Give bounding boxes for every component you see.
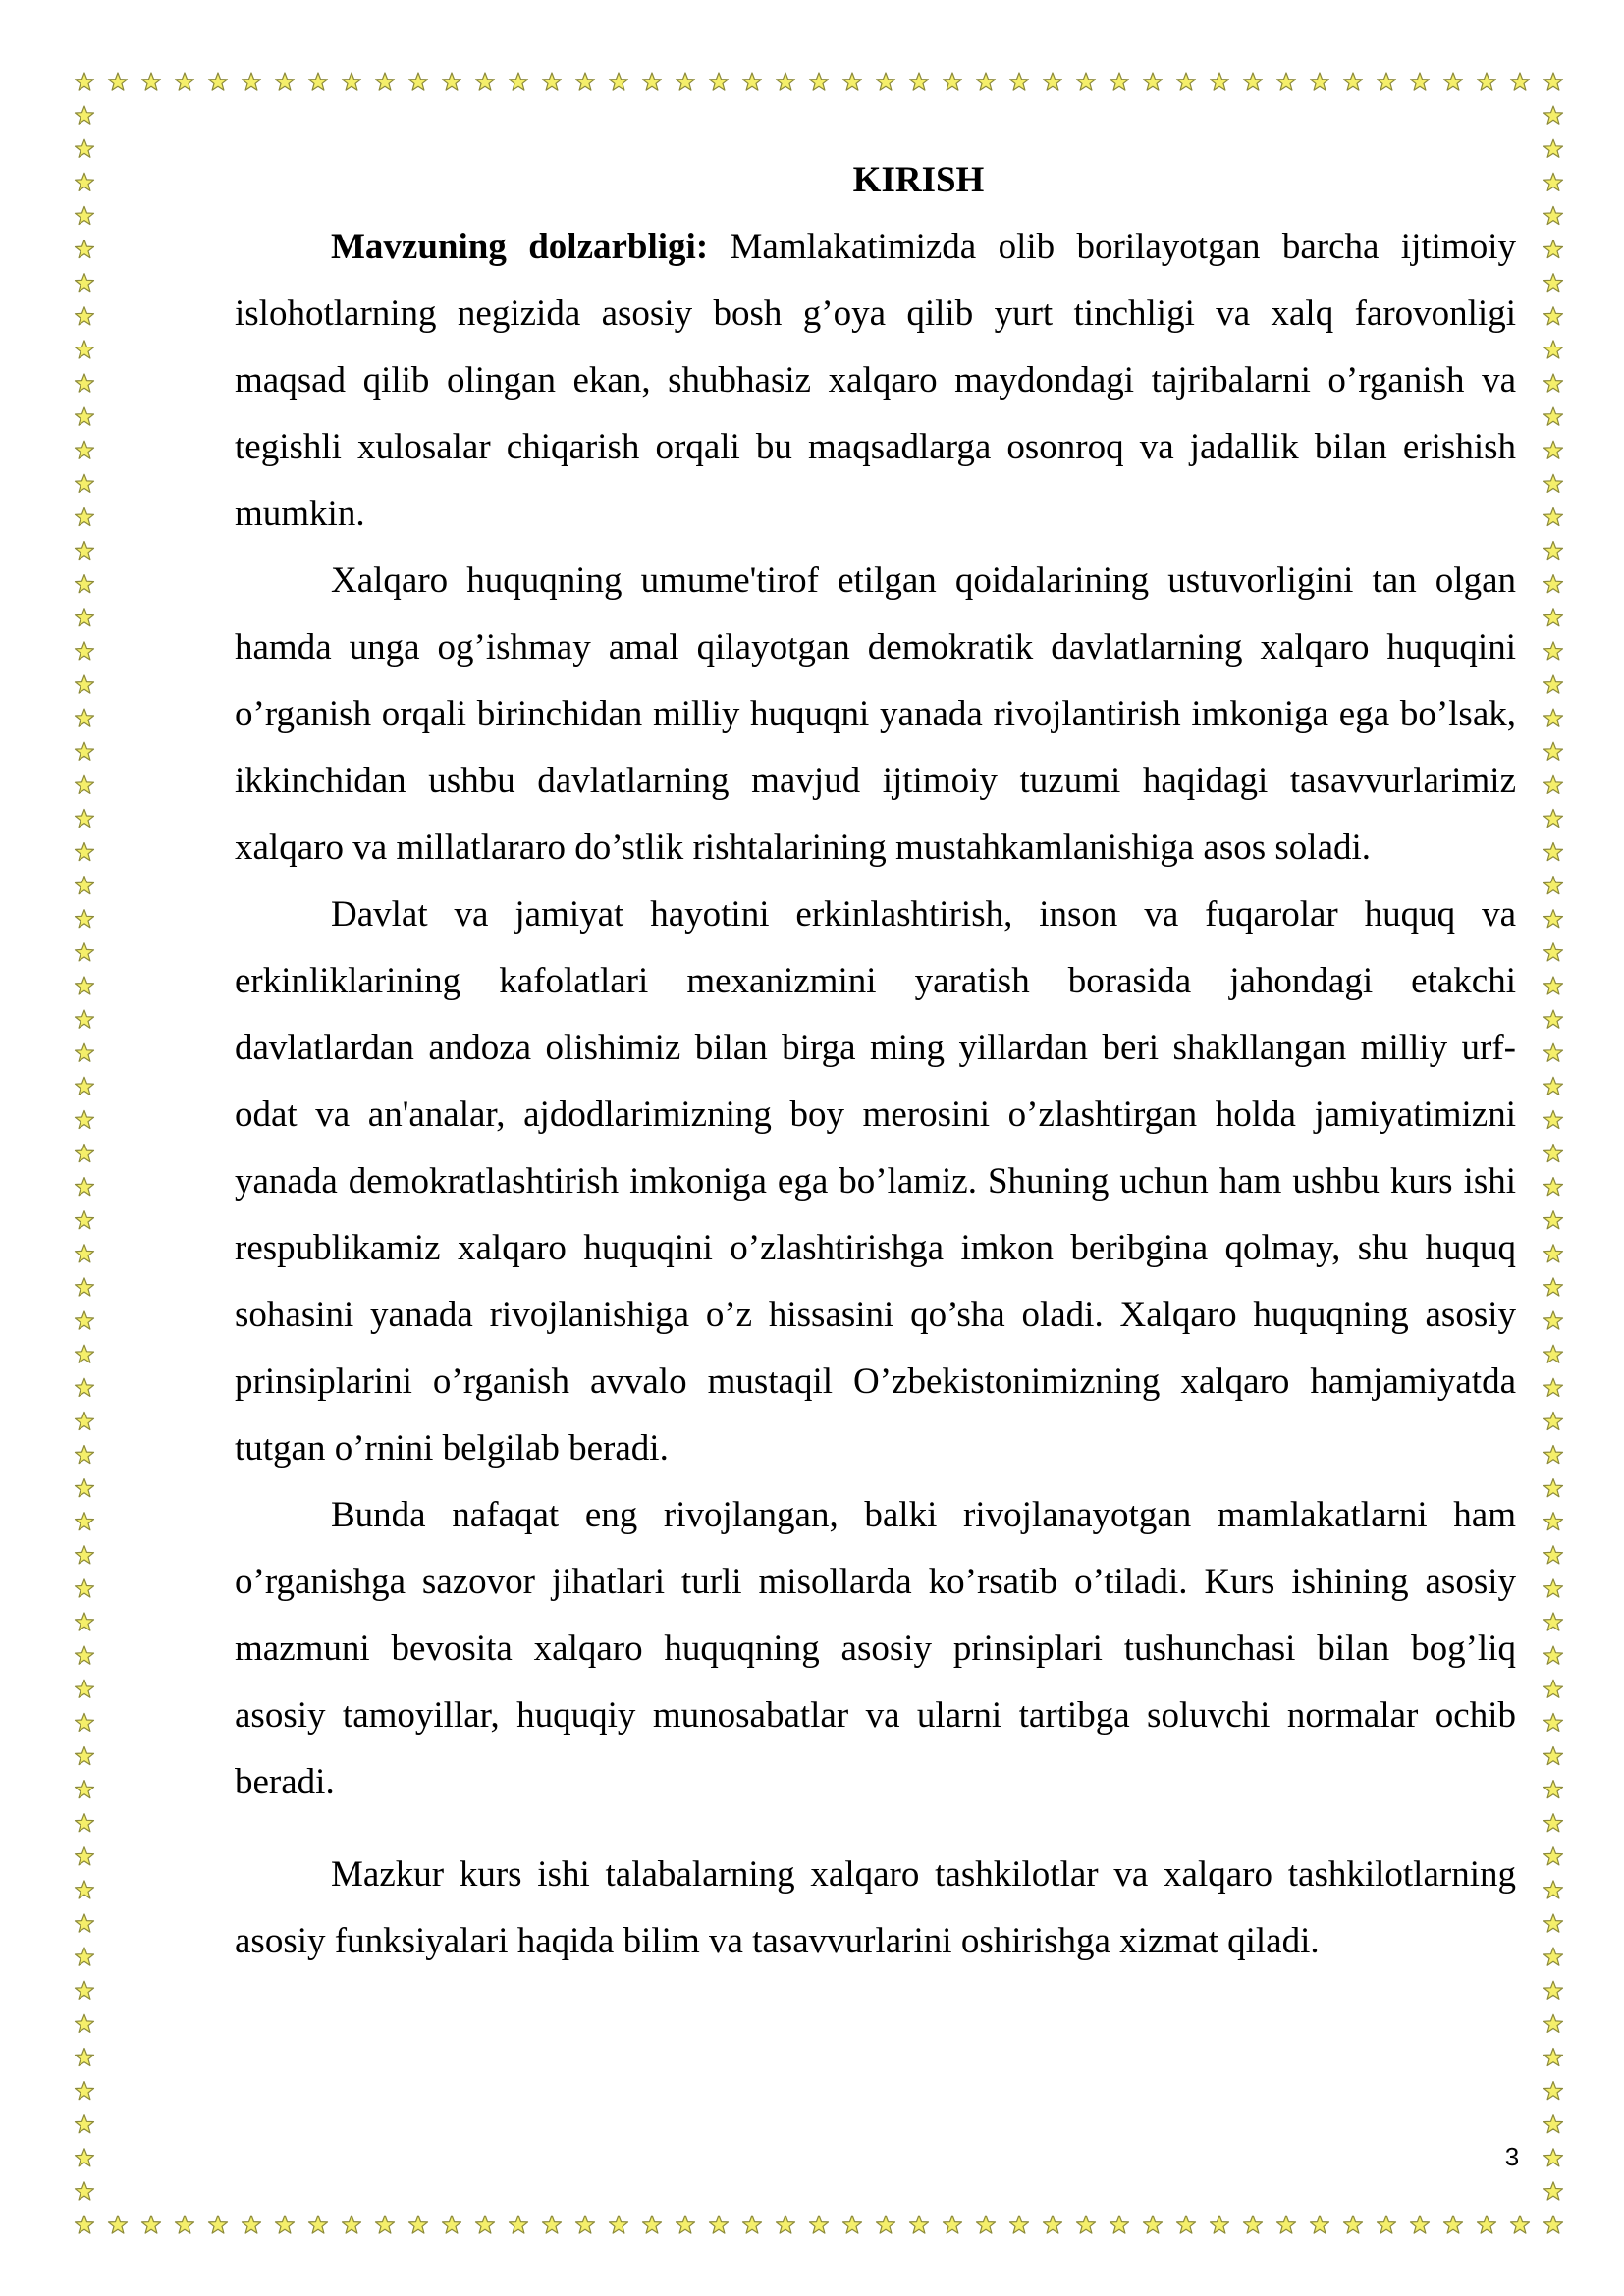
star-icon: [1544, 341, 1563, 358]
star-icon: [209, 2216, 228, 2233]
star-icon: [1544, 575, 1563, 593]
star-icon: [443, 73, 461, 90]
star-icon: [643, 73, 662, 90]
star-icon: [576, 2216, 595, 2233]
star-icon: [76, 910, 94, 928]
page-number: 3: [1504, 2142, 1520, 2171]
paragraph-text: Mazkur kurs ishi talabalarning xalqaro tashkilotlar va xalqaro tashkilotlarning asosiy funksiyalari haqida bilim va tasavvurlarini oshirishga xizmat qiladi.: [235, 1854, 1516, 1961]
star-icon: [1077, 2216, 1096, 2233]
star-icon: [76, 206, 94, 224]
star-icon: [76, 1412, 94, 1429]
star-icon: [643, 2216, 662, 2233]
star-icon: [142, 73, 161, 90]
star-icon: [76, 1513, 94, 1530]
star-icon: [1144, 2216, 1163, 2233]
star-icon: [76, 742, 94, 760]
star-icon: [1544, 173, 1563, 190]
star-icon: [76, 341, 94, 358]
star-icon: [1244, 2216, 1263, 2233]
star-icon: [944, 2216, 962, 2233]
star-icon: [1544, 1145, 1563, 1162]
star-icon: [76, 1814, 94, 1832]
star-icon: [1010, 2216, 1029, 2233]
star-icon: [1544, 1613, 1563, 1630]
star-icon: [443, 2216, 461, 2233]
star-icon: [1544, 977, 1563, 994]
star-icon: [1544, 1981, 1563, 1999]
star-icon: [1544, 542, 1563, 560]
star-icon: [877, 2216, 895, 2233]
star-icon: [343, 73, 361, 90]
star-icon: [76, 1479, 94, 1497]
star-icon: [76, 73, 94, 90]
star-icon: [1511, 2216, 1530, 2233]
paragraph-text: Bunda nafaqat eng rivojlangan, balki rivojlanayotgan mamlakatlarni ham o’rganishga sazovor jihatlari turli misollarda ko’rsatib o’tiladi. Kurs ishining asosiy mazmuni bevosita xalqaro huquqning asosiy prinsiplari tushunchasi bilan bog’liq asosiy tamoyillar, huquqiy munosabatlar va ularni tartibga soluvchi normalar ochib beradi.: [235, 1495, 1516, 1802]
star-icon: [1544, 1311, 1563, 1329]
star-icon: [1544, 2182, 1563, 2200]
star-icon: [76, 1245, 94, 1262]
star-icon: [76, 1278, 94, 1296]
star-icon: [1544, 709, 1563, 726]
star-icon: [743, 2216, 762, 2233]
paragraph-text: Davlat va jamiyat hayotini erkinlashtirish, inson va fuqarolar huquq va erkinliklarining kafolatlari mexanizmini yaratish borasida jahondagi etakchi davlatlardan andoza olishimiz bilan birga ming yillardan beri shakllangan milliy urf-odat va an'analar, ajdodlarimizning boy merosini o’zlashtirgan holda jamiyatimizni yanada demokratlashtirish imkoniga ega bo’lamiz. Shuning uchun ham ushbu kurs ishi respublikamiz xalqaro huquqini o’zlashtirishga imkon beribgina qolmay, shu huquq sohasini yanada rivojlanishiga o’z hissasini qo’sha oladi. Xalqaro huquqning asosiy prinsiplarini o’rganish avvalo mustaqil O’zbekistonimizning xalqaro hamjamiyatda tutgan o’rnini belgilab beradi.: [235, 894, 1516, 1468]
star-icon: [76, 809, 94, 827]
star-icon: [76, 2182, 94, 2200]
star-icon: [76, 1613, 94, 1630]
star-icon: [76, 173, 94, 190]
star-icon: [1544, 1914, 1563, 1932]
star-icon: [1177, 2216, 1196, 2233]
star-icon: [1544, 1446, 1563, 1464]
star-icon: [1544, 1948, 1563, 1965]
star-icon: [76, 709, 94, 726]
star-icon: [1544, 742, 1563, 760]
star-icon: [409, 73, 428, 90]
star-icon: [276, 2216, 295, 2233]
star-icon: [1077, 73, 1096, 90]
star-icon: [510, 73, 528, 90]
star-icon: [1544, 1211, 1563, 1229]
star-icon: [1544, 1579, 1563, 1597]
star-icon: [76, 1211, 94, 1229]
star-icon: [1544, 2115, 1563, 2133]
star-icon: [1478, 73, 1496, 90]
star-icon: [1378, 2216, 1396, 2233]
star-icon: [1544, 307, 1563, 325]
star-icon: [76, 775, 94, 793]
star-icon: [376, 2216, 395, 2233]
star-icon: [1211, 73, 1229, 90]
star-icon: [243, 2216, 261, 2233]
paragraph-course-content: [235, 1482, 1516, 1816]
star-icon: [343, 2216, 361, 2233]
star-icon: [1544, 206, 1563, 224]
star-icon: [1544, 374, 1563, 392]
star-icon: [276, 73, 295, 90]
star-icon: [1544, 1747, 1563, 1765]
star-icon: [1544, 240, 1563, 258]
star-icon: [76, 2115, 94, 2133]
star-icon: [76, 1446, 94, 1464]
star-icon: [1544, 1713, 1563, 1731]
star-icon: [1544, 1546, 1563, 1564]
star-icon: [76, 106, 94, 124]
star-icon: [76, 374, 94, 392]
star-icon: [1544, 1345, 1563, 1362]
star-icon: [76, 1043, 94, 1061]
star-icon: [76, 1713, 94, 1731]
star-icon: [76, 1981, 94, 1999]
star-icon: [376, 73, 395, 90]
star-icon: [810, 2216, 829, 2233]
star-icon: [109, 2216, 128, 2233]
star-icon: [710, 73, 729, 90]
star-icon: [1411, 2216, 1430, 2233]
star-icon: [76, 1311, 94, 1329]
star-icon: [1544, 609, 1563, 626]
star-icon: [1544, 2049, 1563, 2066]
star-icon: [76, 1579, 94, 1597]
star-icon: [76, 977, 94, 994]
paragraph-democratization: [235, 881, 1516, 1482]
star-icon: [1544, 1043, 1563, 1061]
star-icon: [1478, 2216, 1496, 2233]
star-icon: [1544, 675, 1563, 693]
star-icon: [1044, 73, 1062, 90]
star-icon: [142, 2216, 161, 2233]
star-icon: [109, 73, 128, 90]
star-icon: [76, 675, 94, 693]
star-icon: [1544, 1278, 1563, 1296]
star-icon: [1511, 73, 1530, 90]
star-icon: [1544, 1513, 1563, 1530]
star-icon: [1444, 2216, 1463, 2233]
star-icon: [810, 73, 829, 90]
star-icon: [1544, 2082, 1563, 2100]
star-icon: [1544, 274, 1563, 292]
star-icon: [576, 73, 595, 90]
star-icon: [1110, 73, 1129, 90]
star-icon: [76, 943, 94, 961]
star-icon: [176, 73, 194, 90]
star-icon: [76, 1010, 94, 1028]
star-icon: [610, 2216, 628, 2233]
star-icon: [1277, 2216, 1296, 2233]
star-icon: [76, 441, 94, 458]
star-icon: [1378, 73, 1396, 90]
star-icon: [1544, 73, 1563, 90]
star-icon: [76, 1345, 94, 1362]
star-icon: [76, 1077, 94, 1095]
page-body: [235, 147, 1516, 1975]
star-icon: [677, 73, 695, 90]
star-icon: [76, 407, 94, 425]
star-icon: [76, 2149, 94, 2166]
star-icon: [944, 73, 962, 90]
star-icon: [243, 73, 261, 90]
star-icon: [1544, 139, 1563, 157]
star-icon: [910, 73, 929, 90]
star-icon: [1544, 1781, 1563, 1798]
star-icon: [1110, 2216, 1129, 2233]
star-icon: [843, 2216, 862, 2233]
star-icon: [1544, 943, 1563, 961]
star-icon: [76, 240, 94, 258]
star-icon: [510, 2216, 528, 2233]
paragraph-course-purpose: [235, 1842, 1516, 1975]
star-icon: [910, 2216, 929, 2233]
star-icon: [1544, 775, 1563, 793]
star-icon: [1544, 642, 1563, 660]
star-icon: [76, 1914, 94, 1932]
paragraph-lead-bold: Mavzuning dolzarbligi:: [331, 227, 709, 267]
star-icon: [1311, 2216, 1329, 2233]
star-icon: [1544, 1847, 1563, 1865]
star-icon: [76, 1110, 94, 1128]
star-icon: [777, 73, 795, 90]
star-icon: [209, 73, 228, 90]
star-icon: [1411, 73, 1430, 90]
star-icon: [76, 1546, 94, 1564]
star-icon: [76, 1178, 94, 1196]
star-icon: [76, 1680, 94, 1697]
star-icon: [977, 2216, 996, 2233]
star-icon: [1544, 2014, 1563, 2032]
star-icon: [76, 1781, 94, 1798]
star-icon: [1277, 73, 1296, 90]
star-icon: [309, 73, 328, 90]
star-icon: [777, 2216, 795, 2233]
star-icon: [710, 2216, 729, 2233]
star-icon: [1544, 106, 1563, 124]
star-icon: [1544, 1412, 1563, 1429]
star-icon: [76, 307, 94, 325]
star-icon: [76, 642, 94, 660]
star-icon: [1544, 2149, 1563, 2166]
paragraph-relevance: [235, 214, 1516, 548]
star-icon: [1544, 809, 1563, 827]
star-icon: [1544, 507, 1563, 525]
star-icon: [76, 2014, 94, 2032]
star-icon: [1444, 73, 1463, 90]
page-title: KIRISH: [852, 160, 985, 200]
star-icon: [476, 73, 495, 90]
star-icon: [76, 1847, 94, 1865]
star-icon: [843, 73, 862, 90]
star-icon: [76, 877, 94, 894]
star-icon: [1544, 910, 1563, 928]
star-icon: [743, 73, 762, 90]
star-icon: [1344, 73, 1363, 90]
star-icon: [76, 2049, 94, 2066]
star-icon: [76, 2216, 94, 2233]
star-icon: [409, 2216, 428, 2233]
star-icon: [677, 2216, 695, 2233]
star-icon: [1010, 73, 1029, 90]
star-icon: [76, 1747, 94, 1765]
star-icon: [176, 2216, 194, 2233]
star-icon: [1544, 1881, 1563, 1898]
star-icon: [1544, 1680, 1563, 1697]
star-icon: [610, 73, 628, 90]
star-icon: [1177, 73, 1196, 90]
star-icon: [977, 73, 996, 90]
paragraph-text: Mamlakatimizda olib borilayotgan barcha ijtimoiy islohotlarning negizida asosiy bosh g’oya qilib yurt tinchligi va xalq farovonligi maqsad qilib olingan ekan, shubhasiz xalqaro maydondagi tajribalarni o’rganish va tegishli xulosalar chiqarish orqali bu maqsadlarga osonroq va jadallik bilan erishish mumkin.: [235, 227, 1516, 534]
star-icon: [76, 1378, 94, 1396]
star-icon: [1544, 474, 1563, 492]
star-icon: [1544, 1646, 1563, 1664]
star-icon: [76, 542, 94, 560]
star-icon: [1544, 1178, 1563, 1196]
star-icon: [76, 575, 94, 593]
star-icon: [76, 507, 94, 525]
star-icon: [1544, 843, 1563, 861]
star-icon: [76, 1145, 94, 1162]
star-icon: [543, 2216, 562, 2233]
star-icon: [76, 1646, 94, 1664]
star-icon: [1544, 877, 1563, 894]
star-icon: [877, 73, 895, 90]
star-icon: [76, 474, 94, 492]
paragraph-text: Xalqaro huquqning umume'tirof etilgan qoidalarining ustuvorligini tan olgan hamda unga og’ishmay amal qilayotgan demokratik davlatlarning xalqaro huquqini o’rganish orqali birinchidan milliy huquqni yanada rivojlantirish imkoniga ega bo’lsak, ikkinchidan ushbu davlatlarning mavjud ijtimoiy tuzumi haqidagi tasavvurlarimiz xalqaro va millatlararo do’stlik rishtalarining mustahkamlanishiga asos soladi.: [235, 561, 1516, 868]
star-icon: [76, 1948, 94, 1965]
star-icon: [1544, 407, 1563, 425]
star-icon: [76, 1881, 94, 1898]
star-icon: [1544, 1814, 1563, 1832]
star-icon: [1544, 1010, 1563, 1028]
paragraph-international-law: [235, 548, 1516, 881]
star-icon: [476, 2216, 495, 2233]
star-icon: [76, 139, 94, 157]
star-icon: [1211, 2216, 1229, 2233]
star-icon: [1311, 73, 1329, 90]
star-icon: [1544, 1077, 1563, 1095]
star-icon: [1544, 1479, 1563, 1497]
star-icon: [76, 2082, 94, 2100]
star-icon: [543, 73, 562, 90]
star-icon: [1144, 73, 1163, 90]
star-icon: [1544, 1110, 1563, 1128]
star-icon: [1244, 73, 1263, 90]
star-icon: [1044, 2216, 1062, 2233]
star-icon: [1344, 2216, 1363, 2233]
star-icon: [76, 843, 94, 861]
star-icon: [76, 609, 94, 626]
star-icon: [1544, 1245, 1563, 1262]
star-icon: [309, 2216, 328, 2233]
star-icon: [76, 274, 94, 292]
star-icon: [1544, 2216, 1563, 2233]
star-icon: [1544, 441, 1563, 458]
star-icon: [1544, 1378, 1563, 1396]
